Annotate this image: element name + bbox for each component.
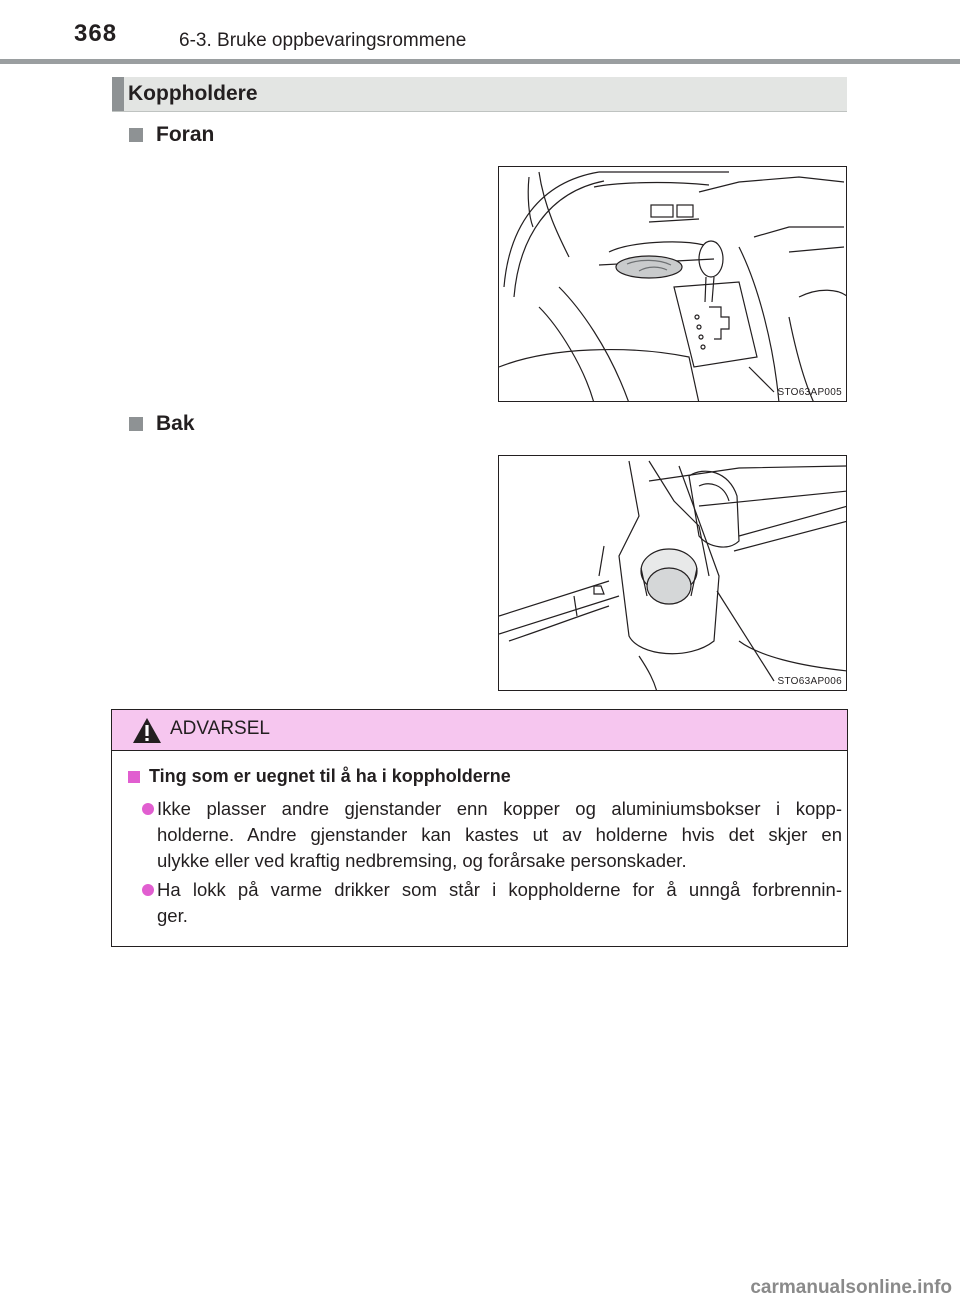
rear-cupholder-illustration xyxy=(499,456,847,691)
watermark: carmanualsonline.info xyxy=(750,1277,952,1298)
header-rule xyxy=(0,59,960,64)
warning-subhead-text: Ting som er uegnet til å ha i koppholderne xyxy=(149,766,511,786)
bullet-line: ger. xyxy=(157,905,188,926)
chapter-title: 6-3. Bruke oppbevaringsrommene xyxy=(179,30,467,51)
figure-front-cupholder xyxy=(498,166,847,402)
figure-code-front: STO63AP005 xyxy=(777,387,842,398)
subhead-front-label: Foran xyxy=(156,123,215,146)
warning-box xyxy=(111,709,848,947)
front-cupholder-illustration xyxy=(499,167,847,402)
figure-code-rear: STO63AP006 xyxy=(777,676,842,687)
page-number: 368 xyxy=(74,20,118,47)
section-title: Koppholdere xyxy=(128,82,258,105)
subhead-rear-label: Bak xyxy=(156,412,195,435)
bullet-line: holderne. Andre gjenstander kan kastes ut av holderne hvis det skjer en xyxy=(157,824,842,845)
figure-rear-cupholder xyxy=(498,455,847,691)
square-bullet-icon xyxy=(129,417,143,431)
warning-triangle-icon xyxy=(132,717,162,744)
warning-bullet xyxy=(142,877,842,929)
warning-bullet xyxy=(142,796,842,874)
subhead-rear xyxy=(129,412,195,436)
warning-label: ADVARSEL xyxy=(170,718,270,739)
section-accent xyxy=(112,77,124,111)
bullet-line: Ha lokk på varme drikker som står i koppholderne for å unngå forbrennin- xyxy=(157,879,842,900)
bullet-line: ulykke eller ved kraftig nedbremsing, og forårsake personskader. xyxy=(157,850,687,871)
circle-bullet-icon xyxy=(142,803,154,815)
section-title-bar xyxy=(112,77,847,112)
warning-subhead xyxy=(128,766,511,787)
bullet-line: Ikke plasser andre gjenstander enn kopper og aluminiumsbokser i kopp- xyxy=(157,798,842,819)
circle-bullet-icon xyxy=(142,884,154,896)
subhead-front xyxy=(129,123,214,147)
square-bullet-icon xyxy=(128,771,140,783)
square-bullet-icon xyxy=(129,128,143,142)
warning-header xyxy=(112,710,847,751)
